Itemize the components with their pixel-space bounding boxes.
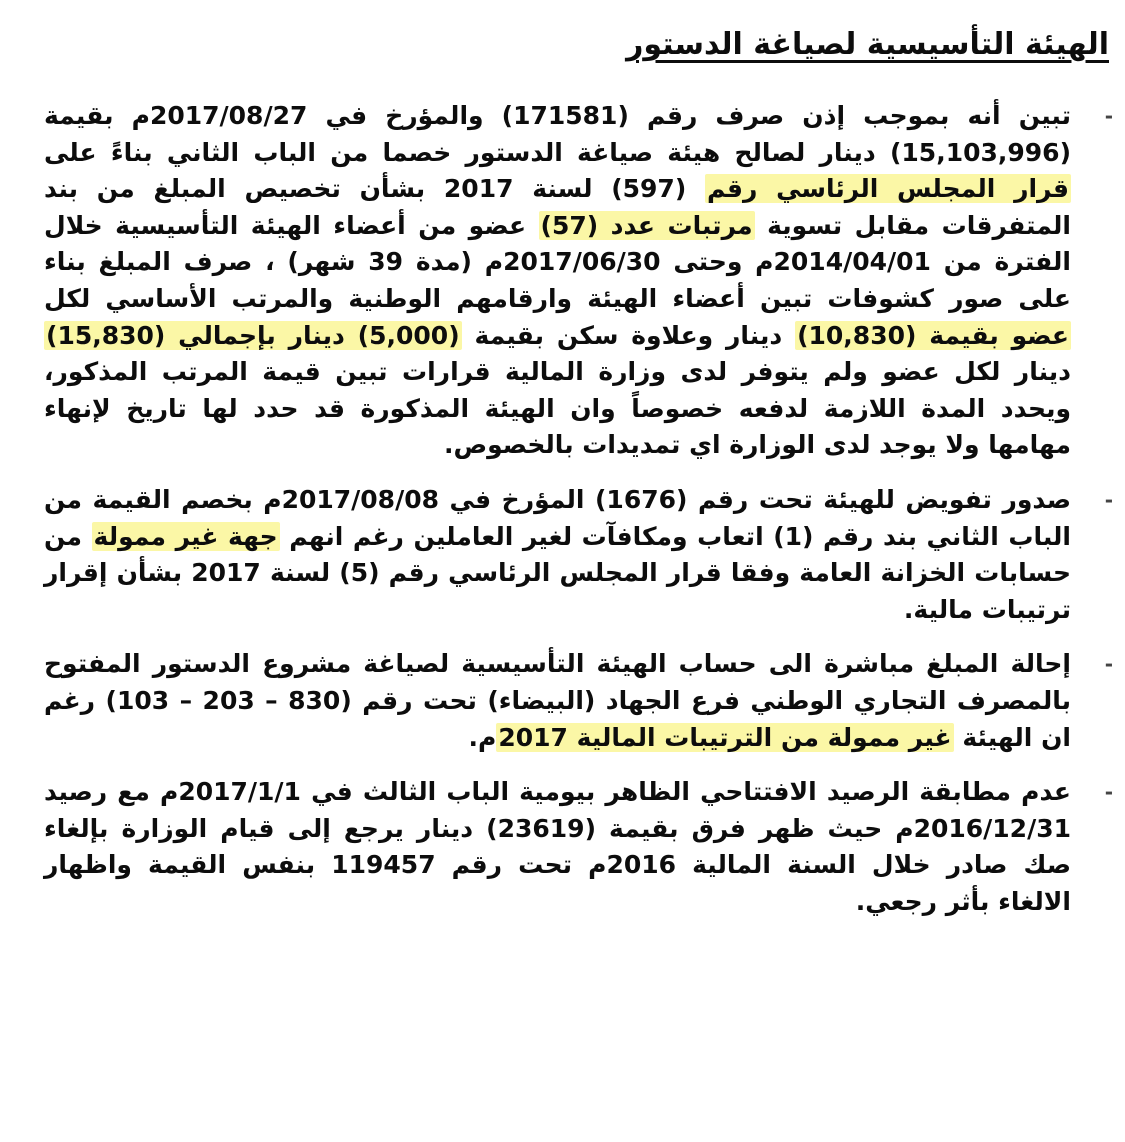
highlighted-text: قرار المجلس الرئاسي رقم xyxy=(707,174,1069,204)
finding-paragraph xyxy=(44,646,1113,756)
finding-paragraph xyxy=(44,774,1113,920)
findings-list xyxy=(44,98,1113,920)
finding-paragraph xyxy=(44,98,1113,464)
highlighted-text: غير ممولة من الترتيبات المالية 2017 xyxy=(498,722,952,752)
paragraph-text: عضو من أعضاء الهيئة التأسيسية خلال الفترة من 2014/04/01م وحتى 2017/06/30م (مدة 39 شهر) ، صرف المبلغ بناء على صور كشوفات تبين أعضاء الهيئة وارقامهم الوطنية والمرتب الأساسي لكل xyxy=(44,210,1071,313)
paragraph-text: تبين أنه بموجب إذن صرف رقم (171581) والمؤرخ في 2017/08/27م بقيمة (15,103,996) دينار لصالح هيئة صياغة الدستور خصما من الباب الثاني بناءً على xyxy=(44,101,1072,167)
paragraph-text: م. xyxy=(468,722,497,752)
paragraph-text: إحالة المبلغ مباشرة الى حساب الهيئة التأسيسية لصياغة مشروع الدستور المفتوح بالمصرف التجاري الوطني فرع الجهاد (البيضاء) تحت رقم (830 – 203 – 103) رغم ان الهيئة xyxy=(44,649,1071,752)
paragraph-text: دينار وعلاوة سكن بقيمة xyxy=(461,320,796,350)
paragraph-text: من حسابات الخزانة العامة وفقا قرار المجلس الرئاسي رقم (5) لسنة 2017 بشأن إقرار ترتيبات مالية. xyxy=(44,521,1071,624)
document-title: الهيئة التأسيسية لصياغة الدستور xyxy=(626,27,1109,62)
bullet-dash-icon: - xyxy=(1104,652,1113,677)
bullet-dash-icon: - xyxy=(1104,104,1113,128)
bullet-dash-icon: - xyxy=(1104,780,1113,805)
highlighted-text: عضو بقيمة (10,830) xyxy=(797,320,1069,350)
highlighted-text: (5,000) دينار بإجمالي (15,830) xyxy=(46,320,460,350)
highlighted-text: جهة غير ممولة xyxy=(93,521,278,551)
paragraph-text: صدور تفويض للهيئة تحت رقم (1676) المؤرخ في 2017/08/08م بخصم القيمة من الباب الثاني بند رقم (1) اتعاب ومكافآت لغير العاملين رغم انهم xyxy=(44,484,1072,551)
bullet-dash-icon: - xyxy=(1104,487,1113,512)
finding-paragraph xyxy=(44,482,1113,628)
highlighted-text: مرتبات عدد (57) xyxy=(540,210,753,240)
paragraph-text: دينار لكل عضو ولم يتوفر لدى وزارة المالية قرارات تبين قيمة المرتب المذكور، ويحدد المدة اللازمة لدفعه خصوصاً وان الهيئة المذكورة قد حدد لها تاريخ لإنهاء مهامها ولا يوجد لدى الوزارة اي تمديدات بالخصوص. xyxy=(44,357,1071,460)
paragraph-text: عدم مطابقة الرصيد الافتتاحي الظاهر بيومية الباب الثالث في 2017/1/1م مع رصيد 2016/12/31م حيث ظهر فرق بقيمة (23619) دينار يرجع إلى قيام الوزارة بإلغاء صك صادر خلال السنة المالية 2016م تحت رقم 119457 بنفس القيمة واظهار الالغاء بأثر رجعي. xyxy=(44,777,1071,916)
paragraph-text: (597) لسنة 2017 بشأن تخصيص المبلغ من بند المتفرقات مقابل تسوية xyxy=(44,174,1071,240)
